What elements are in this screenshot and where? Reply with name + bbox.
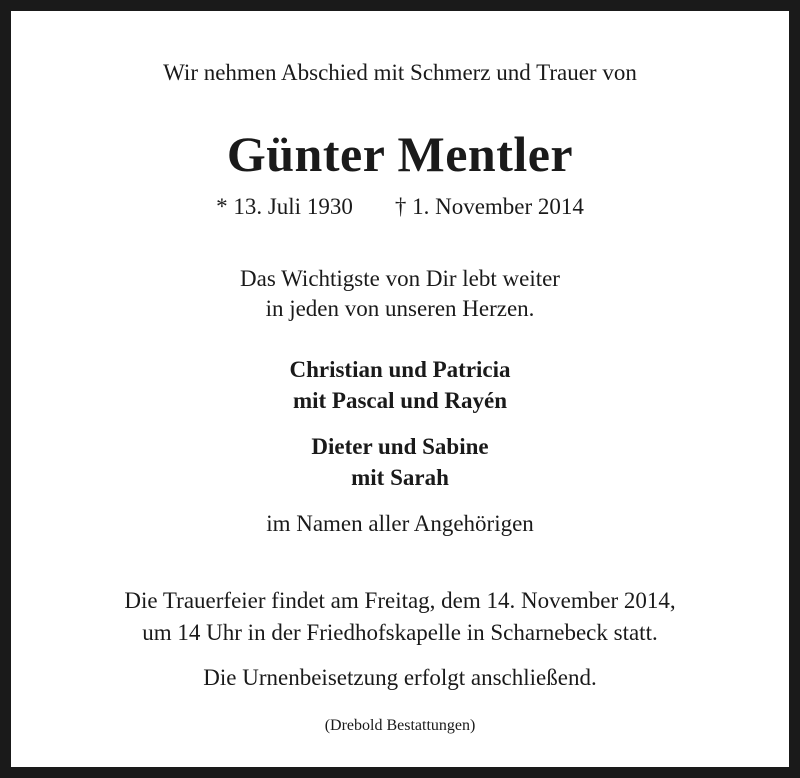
ceremony-line-1: Die Trauerfeier findet am Freitag, dem 14. November 2014, bbox=[124, 588, 676, 613]
deceased-name: Günter Mentler bbox=[226, 126, 574, 182]
urn-burial-text: Die Urnenbeisetzung erfolgt anschließend. bbox=[203, 665, 597, 690]
family-1-line-1: Christian und Patricia bbox=[289, 357, 511, 382]
family-2-line-1: Dieter und Sabine bbox=[311, 434, 489, 459]
quote-line-2: in jeden von unseren Herzen. bbox=[265, 296, 535, 321]
undertaker-credit: (Drebold Bestattungen) bbox=[324, 717, 476, 734]
death-date: † 1. November 2014 bbox=[394, 194, 584, 219]
quote-line-1: Das Wichtigste von Dir lebt weiter bbox=[240, 266, 560, 291]
family-1-line-2: mit Pascal und Rayén bbox=[292, 388, 508, 413]
on-behalf-text: im Namen aller Angehörigen bbox=[266, 511, 534, 536]
family-2-line-2: mit Sarah bbox=[351, 465, 449, 490]
ceremony-line-2: um 14 Uhr in der Friedhofskapelle in Scharnebeck statt. bbox=[142, 620, 658, 645]
intro-text: Wir nehmen Abschied mit Schmerz und Trauer von bbox=[163, 60, 637, 85]
birth-date: * 13. Juli 1930 bbox=[216, 194, 353, 219]
life-dates bbox=[11, 194, 789, 220]
